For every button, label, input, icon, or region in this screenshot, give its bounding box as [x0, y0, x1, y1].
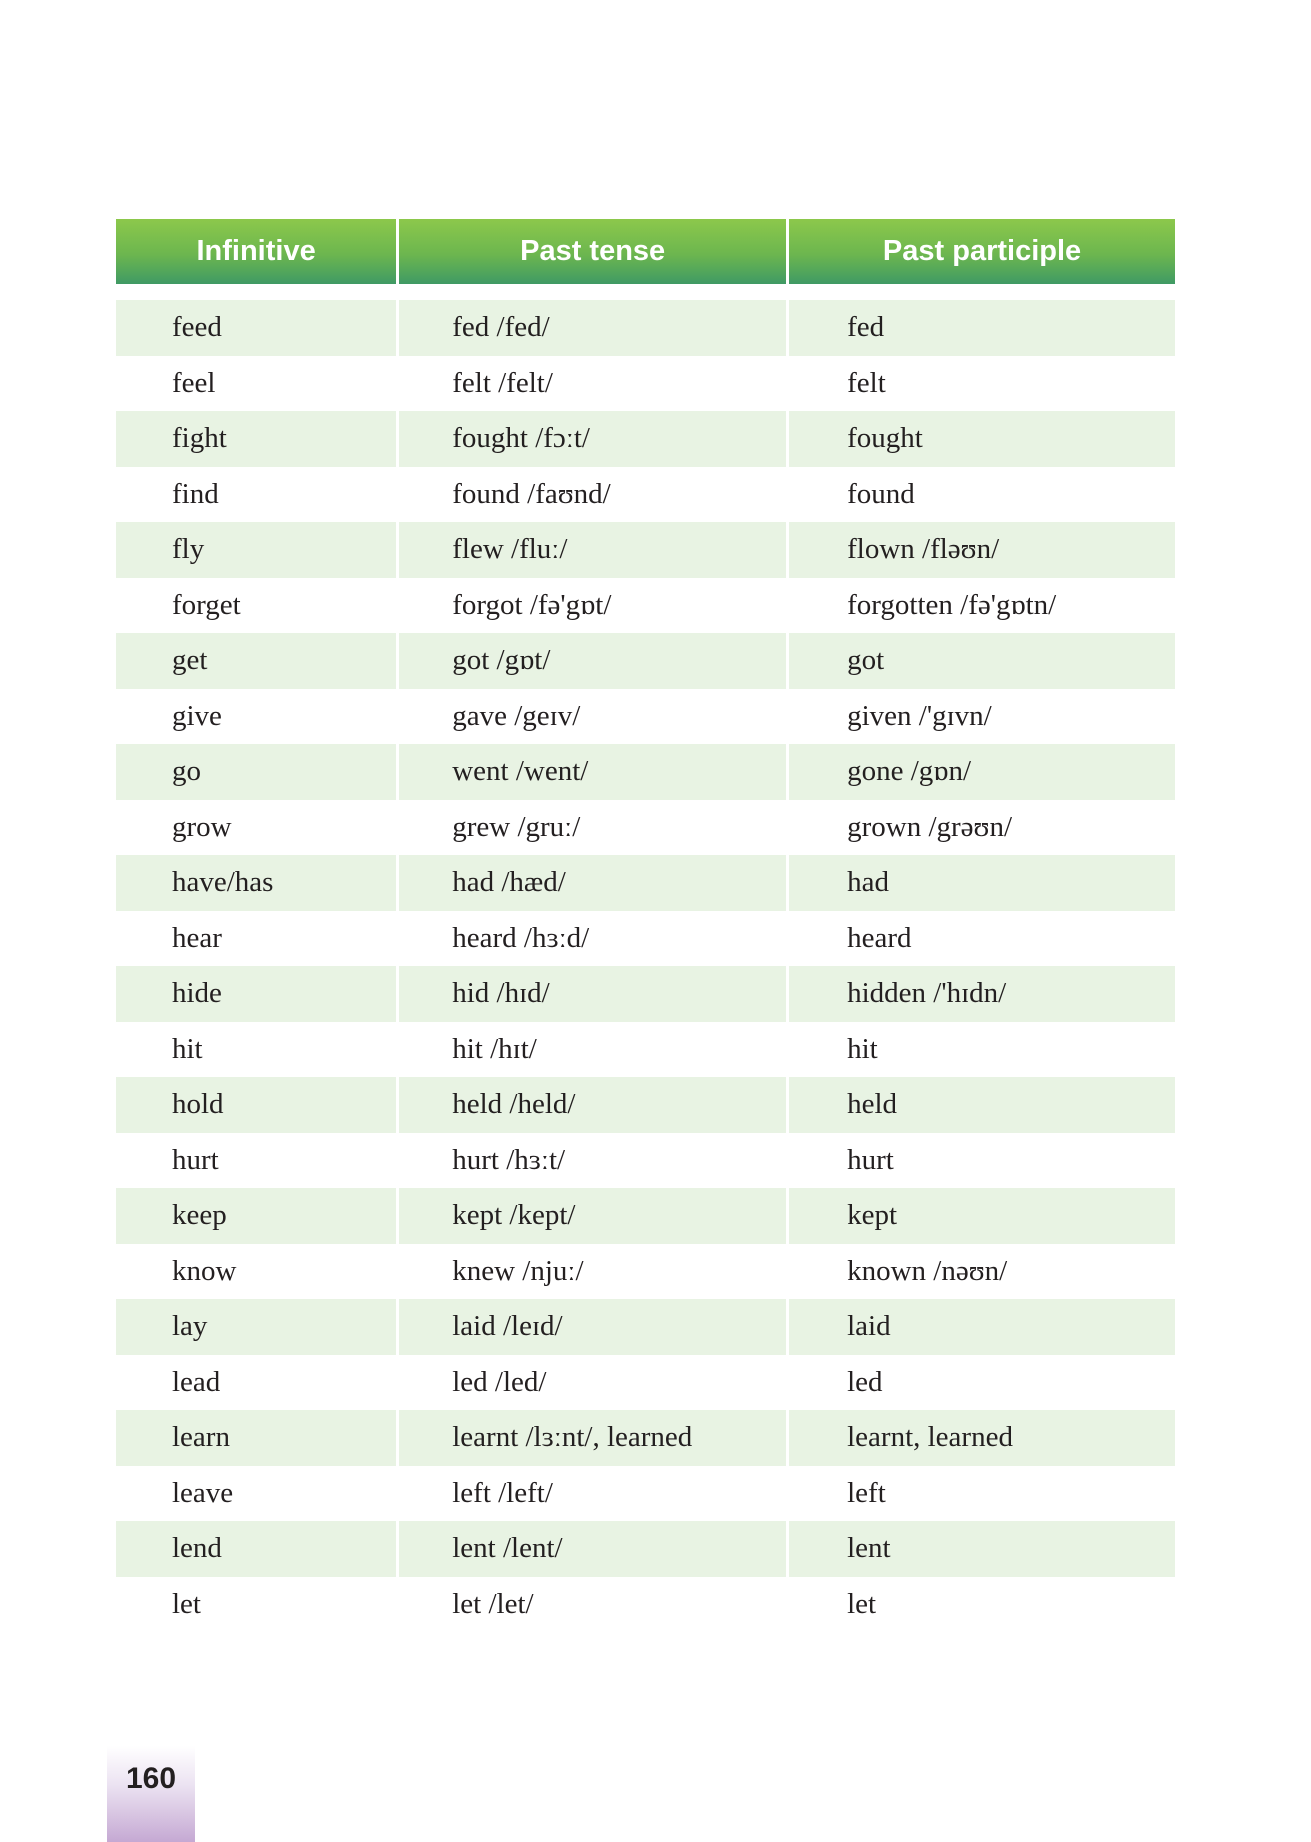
past-participle-cell: fought: [789, 411, 1175, 467]
infinitive-cell: find: [172, 477, 219, 510]
table-row: [116, 1022, 1175, 1078]
table-row: [116, 966, 1175, 1022]
table-row: [116, 1577, 1175, 1633]
infinitive-cell: know: [172, 1254, 237, 1287]
past-tense-cell: felt /felt/: [452, 366, 553, 399]
page-number: 160: [125, 1762, 177, 1795]
infinitive-cell: give: [172, 699, 222, 732]
table-row: [116, 1244, 1175, 1300]
infinitive-cell: leave: [172, 1476, 234, 1509]
table-row: [116, 1077, 1175, 1133]
past-tense-cell: heard /hɜːd/: [452, 921, 590, 954]
infinitive-cell: feed: [116, 300, 396, 356]
past-tense-cell: hid /hɪd/: [399, 966, 786, 1022]
past-participle-cell: got: [789, 633, 1175, 689]
table-row: [116, 1466, 1175, 1522]
past-tense-cell: hit /hɪt/: [452, 1032, 537, 1065]
table-row: [116, 1133, 1175, 1189]
infinitive-cell: lead: [172, 1365, 221, 1398]
table-row: [116, 855, 1175, 911]
past-tense-cell: had /hæd/: [399, 855, 786, 911]
irregular-verbs-table: [116, 219, 1175, 1632]
table-row: [116, 578, 1175, 634]
header-past-participle: Past participle: [789, 219, 1175, 284]
past-tense-cell: knew /njuː/: [452, 1254, 584, 1287]
infinitive-cell: feel: [172, 366, 216, 399]
table-row: [116, 911, 1175, 967]
infinitive-cell: hurt: [172, 1143, 219, 1176]
past-tense-cell: flew /fluː/: [399, 522, 786, 578]
past-tense-cell: held /held/: [399, 1077, 786, 1133]
past-participle-cell: grown /grəʊn/: [847, 810, 1013, 843]
past-participle-cell: heard: [847, 921, 912, 954]
past-participle-cell: found: [847, 477, 915, 510]
infinitive-cell: lend: [116, 1521, 396, 1577]
past-tense-cell: kept /kept/: [399, 1188, 786, 1244]
infinitive-cell: get: [116, 633, 396, 689]
past-tense-cell: lent /lent/: [399, 1521, 786, 1577]
table-body: [116, 300, 1175, 1632]
table-row: [116, 1299, 1175, 1355]
table-row: [116, 467, 1175, 523]
table-row: [116, 356, 1175, 412]
infinitive-cell: hear: [172, 921, 222, 954]
past-participle-cell: fed: [789, 300, 1175, 356]
infinitive-cell: go: [116, 744, 396, 800]
past-tense-cell: forgot /fə'gɒt/: [452, 588, 612, 621]
table-row: [116, 689, 1175, 745]
past-tense-cell: got /gɒt/: [399, 633, 786, 689]
past-tense-cell: fed /fed/: [399, 300, 786, 356]
past-tense-cell: let /let/: [452, 1587, 534, 1620]
infinitive-cell: hit: [172, 1032, 203, 1065]
past-participle-cell: felt: [847, 366, 886, 399]
past-participle-cell: left: [847, 1476, 886, 1509]
past-participle-cell: led: [847, 1365, 883, 1398]
infinitive-cell: grow: [172, 810, 232, 843]
table-header-row: [116, 219, 1175, 284]
past-tense-cell: hurt /hɜːt/: [452, 1143, 566, 1176]
table-row: [116, 800, 1175, 856]
table-row: [116, 1188, 1175, 1244]
past-tense-cell: laid /leɪd/: [399, 1299, 786, 1355]
past-participle-cell: gone /gɒn/: [789, 744, 1175, 800]
infinitive-cell: lay: [116, 1299, 396, 1355]
past-participle-cell: held: [789, 1077, 1175, 1133]
header-past-tense: Past tense: [399, 219, 786, 284]
past-participle-cell: lent: [789, 1521, 1175, 1577]
past-tense-cell: grew /gruː/: [452, 810, 581, 843]
table-row: [116, 633, 1175, 689]
past-participle-cell: let: [847, 1587, 877, 1620]
infinitive-cell: learn: [116, 1410, 396, 1466]
past-participle-cell: hidden /'hɪdn/: [789, 966, 1175, 1022]
table-row: [116, 1355, 1175, 1411]
header-infinitive: Infinitive: [116, 219, 396, 284]
infinitive-cell: fight: [116, 411, 396, 467]
infinitive-cell: have/has: [116, 855, 396, 911]
past-participle-cell: learnt, learned: [789, 1410, 1175, 1466]
table-row: [116, 411, 1175, 467]
infinitive-cell: keep: [116, 1188, 396, 1244]
infinitive-cell: forget: [172, 588, 241, 621]
past-participle-cell: had: [789, 855, 1175, 911]
past-tense-cell: left /left/: [452, 1476, 553, 1509]
past-tense-cell: went /went/: [399, 744, 786, 800]
past-tense-cell: found /faʊnd/: [452, 477, 611, 510]
table-row: [116, 1521, 1175, 1577]
infinitive-cell: hold: [116, 1077, 396, 1133]
past-tense-cell: led /led/: [452, 1365, 547, 1398]
table-row: [116, 744, 1175, 800]
past-tense-cell: fought /fɔːt/: [399, 411, 786, 467]
past-tense-cell: gave /geɪv/: [452, 699, 581, 732]
past-participle-cell: hit: [847, 1032, 878, 1065]
past-participle-cell: kept: [789, 1188, 1175, 1244]
past-participle-cell: hurt: [847, 1143, 894, 1176]
past-participle-cell: given /'gɪvn/: [847, 699, 992, 732]
table-row: [116, 300, 1175, 356]
infinitive-cell: fly: [116, 522, 396, 578]
past-participle-cell: forgotten /fə'gɒtn/: [847, 588, 1057, 621]
infinitive-cell: hide: [116, 966, 396, 1022]
infinitive-cell: let: [172, 1587, 201, 1620]
table-row: [116, 1410, 1175, 1466]
past-participle-cell: known /nəʊn/: [847, 1254, 1008, 1287]
table-row: [116, 522, 1175, 578]
past-participle-cell: laid: [789, 1299, 1175, 1355]
past-tense-cell: learnt /lɜːnt/, learned: [399, 1410, 786, 1466]
past-participle-cell: flown /fləʊn/: [789, 522, 1175, 578]
